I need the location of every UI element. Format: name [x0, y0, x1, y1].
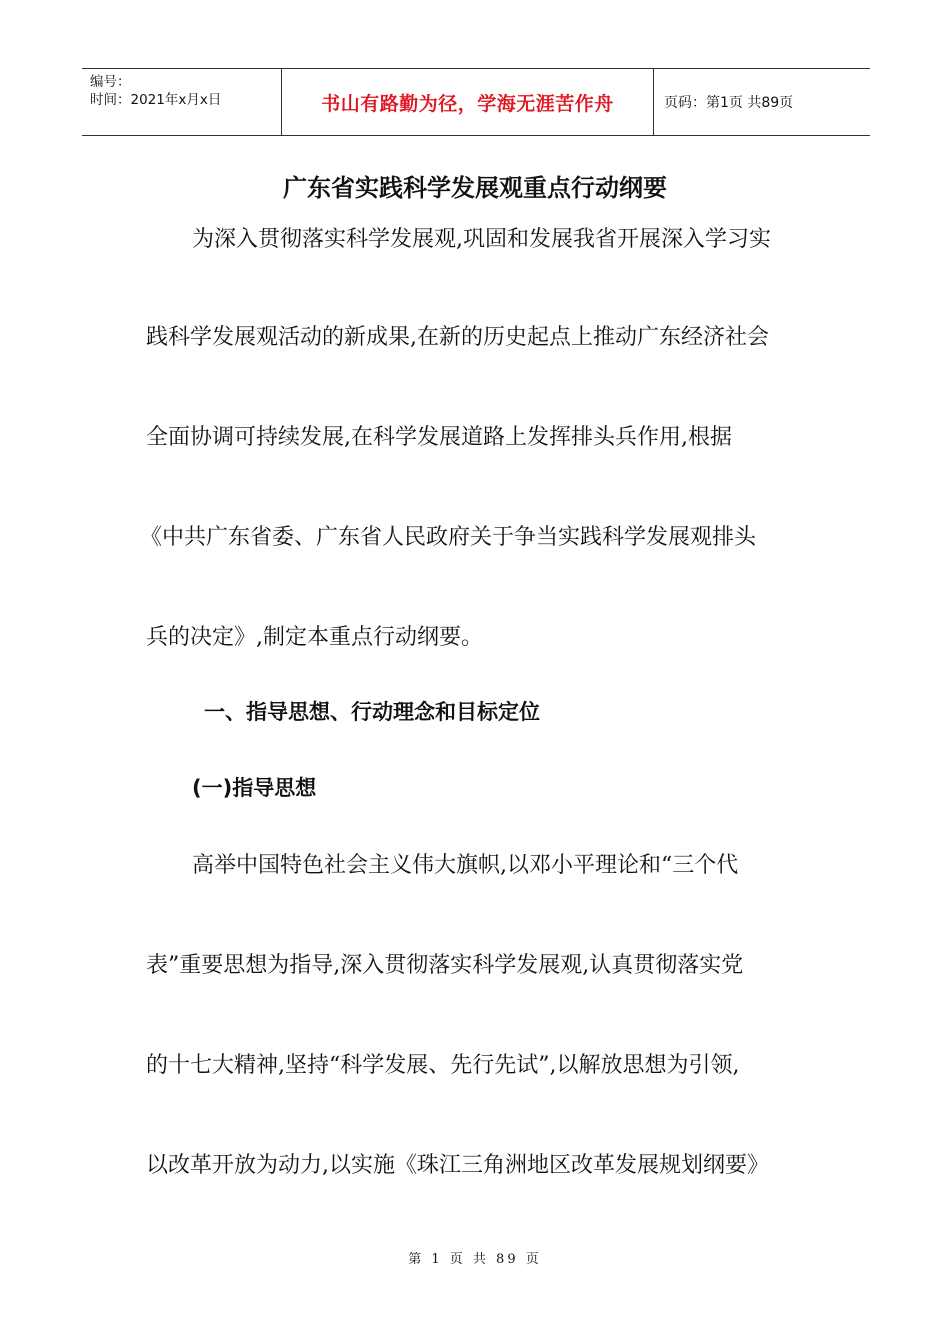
- motto-text: 书山有路勤为径，学海无涯苦作舟: [321, 92, 614, 115]
- paragraph-line: 为深入贯彻落实科学发展观,巩固和发展我省开展深入学习实: [192, 227, 771, 252]
- paragraph-line: 表”重要思想为指导,深入贯彻落实科学发展观,认真贯彻落实党: [146, 953, 744, 978]
- header-motto-cell: [282, 69, 654, 135]
- number-label: 编号：: [90, 74, 131, 90]
- header-meta-cell: [82, 69, 282, 135]
- paragraph-line: 兵的决定》,制定本重点行动纲要。: [146, 625, 483, 650]
- paragraph-line: 践科学发展观活动的新成果,在新的历史起点上推动广东经济社会: [146, 325, 769, 350]
- paragraph-line: 《中共广东省委、广东省人民政府关于争当实践科学发展观排头: [140, 525, 757, 550]
- page-info: 页码：第1页 共89页: [664, 95, 794, 111]
- paragraph-line: 的十七大精神,坚持“科学发展、先行先试”,以解放思想为引领,: [146, 1053, 740, 1078]
- section-heading: 一、指导思想、行动理念和目标定位: [204, 700, 540, 724]
- paragraph-line: 高举中国特色社会主义伟大旗帜,以邓小平理论和“三个代: [192, 853, 739, 878]
- header-table: [82, 68, 870, 136]
- date-label: 时间：2021年x月x日: [90, 92, 222, 108]
- header-page-cell: [654, 69, 870, 135]
- page-footer: 第 1 页 共 89 页: [408, 1252, 542, 1267]
- subsection-heading: (一)指导思想: [192, 776, 317, 800]
- paragraph-line: 全面协调可持续发展,在科学发展道路上发挥排头兵作用,根据: [146, 425, 732, 450]
- paragraph-line: 以改革开放为动力,以实施《珠江三角洲地区改革发展规划纲要》: [146, 1153, 769, 1178]
- document-title: 广东省实践科学发展观重点行动纲要: [283, 174, 667, 202]
